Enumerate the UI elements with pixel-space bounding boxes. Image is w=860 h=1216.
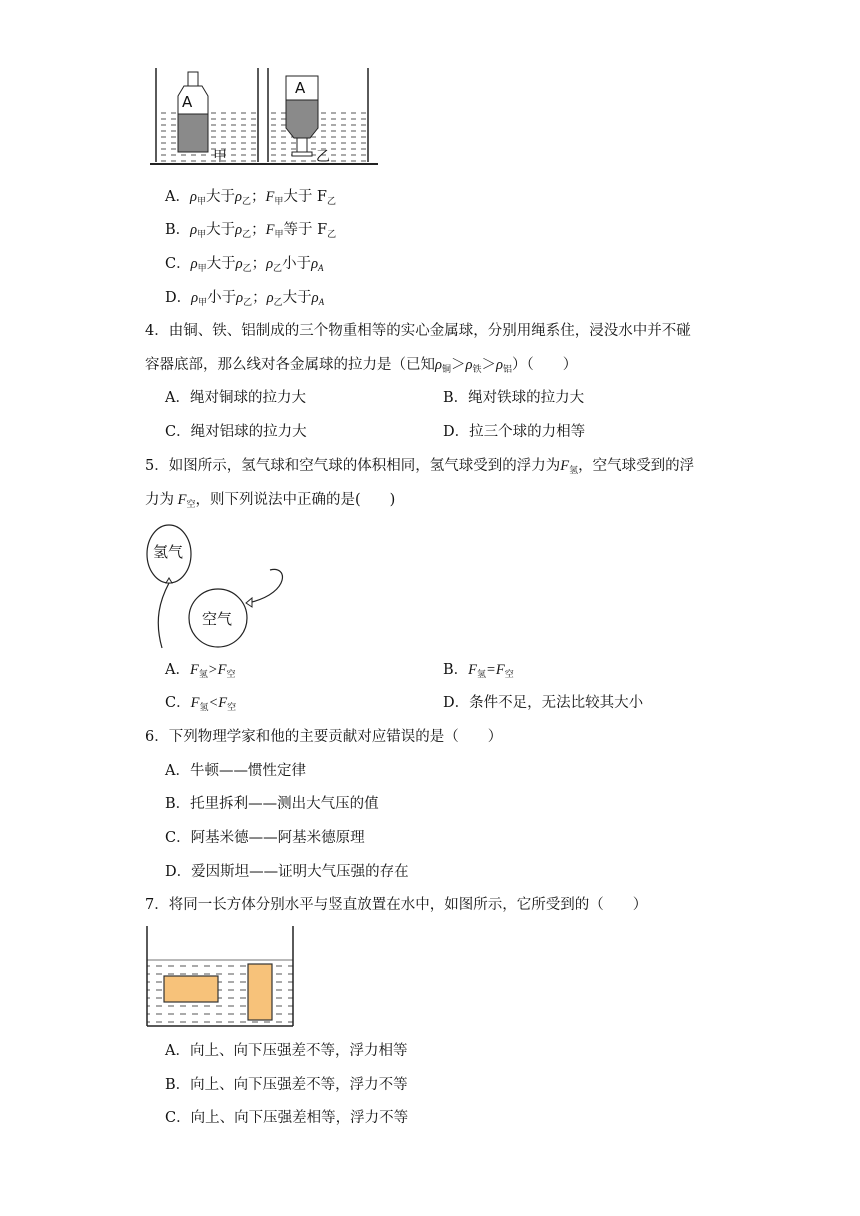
q7-option-c: C．向上、向下压强差相等，浮力不等	[165, 1110, 409, 1126]
container-label-yi: 乙	[316, 149, 330, 165]
q3-option-a: A．$\rho_甲$大于$\rho_乙$；$F_甲$大于 $F_乙$	[165, 189, 337, 207]
bottle-upright	[178, 72, 208, 152]
bottle-label-left: A	[182, 93, 193, 111]
q5-stem-line1: 5．如图所示，氢气球和空气球的体积相同，氢气球受到的浮力为$F_氢$，空气球受到的浮	[145, 458, 695, 476]
block-horizontal	[164, 976, 218, 1002]
q4-stem-line1: 4．由铜、铁、铝制成的三个物重相等的实心金属球，分别用绳系住，浸没水中并不碰	[145, 323, 691, 339]
q4-option-b: B．绳对铁球的拉力大	[443, 390, 585, 406]
q6-option-c: C．阿基米德——阿基米德原理	[165, 830, 365, 846]
figure-balloons	[140, 520, 290, 650]
q7-option-b: B．向上、向下压强差不等，浮力不等	[165, 1077, 408, 1093]
q5-option-d: D．条件不足，无法比较其大小	[443, 695, 644, 711]
q6-option-d: D．爱因斯坦——证明大气压强的存在	[165, 864, 409, 880]
q4-option-d: D．拉三个球的力相等	[443, 424, 586, 440]
balloon-label-air: 空气	[202, 610, 233, 628]
q6-option-b: B．托里拆利——测出大气压的值	[165, 796, 379, 812]
balloon-label-hydrogen: 氢气	[153, 543, 184, 561]
q5-option-c: C．$F_氢<F_空$	[165, 695, 237, 713]
q7-option-a: A．向上、向下压强差不等，浮力相等	[165, 1043, 408, 1059]
block-vertical	[248, 964, 272, 1020]
bottle-label-right: A	[295, 79, 306, 97]
q7-stem: 7．将同一长方体分别水平与竖直放置在水中，如图所示，它所受到的（ ）	[145, 897, 648, 913]
q6-stem: 6．下列物理学家和他的主要贡献对应错误的是（ ）	[145, 729, 503, 745]
q4-option-a: A．绳对铜球的拉力大	[165, 390, 306, 406]
q3-option-d: D．$\rho_甲$小于$\rho_乙$；$\rho_乙$大于$\rho_A$	[165, 290, 325, 308]
q5-stem-line2: 力为 $F_空$，则下列说法中正确的是( )	[145, 492, 396, 510]
figure-bottles	[150, 62, 380, 172]
q4-stem-line2: 容器底部，那么线对各金属球的拉力是（已知$\rho_铜>\rho_铁>\rho_铝$）（ ）	[145, 357, 578, 375]
q5-option-a: A．$F_氢>F_空$	[165, 662, 236, 680]
figure-water-tank	[142, 922, 302, 1032]
container-label-jia: 甲	[213, 149, 227, 165]
q3-option-b: B．$\rho_甲$大于$\rho_乙$；$F_甲$等于 $F_乙$	[165, 222, 337, 240]
q5-option-b: B．$F_氢=F_空$	[443, 662, 514, 680]
q3-option-c: C．$\rho_甲$大于$\rho_乙$；$\rho_乙$小于$\rho_A$	[165, 256, 324, 274]
q4-option-c: C．绳对铝球的拉力大	[165, 424, 307, 440]
q6-option-a: A．牛顿——惯性定律	[165, 763, 306, 779]
